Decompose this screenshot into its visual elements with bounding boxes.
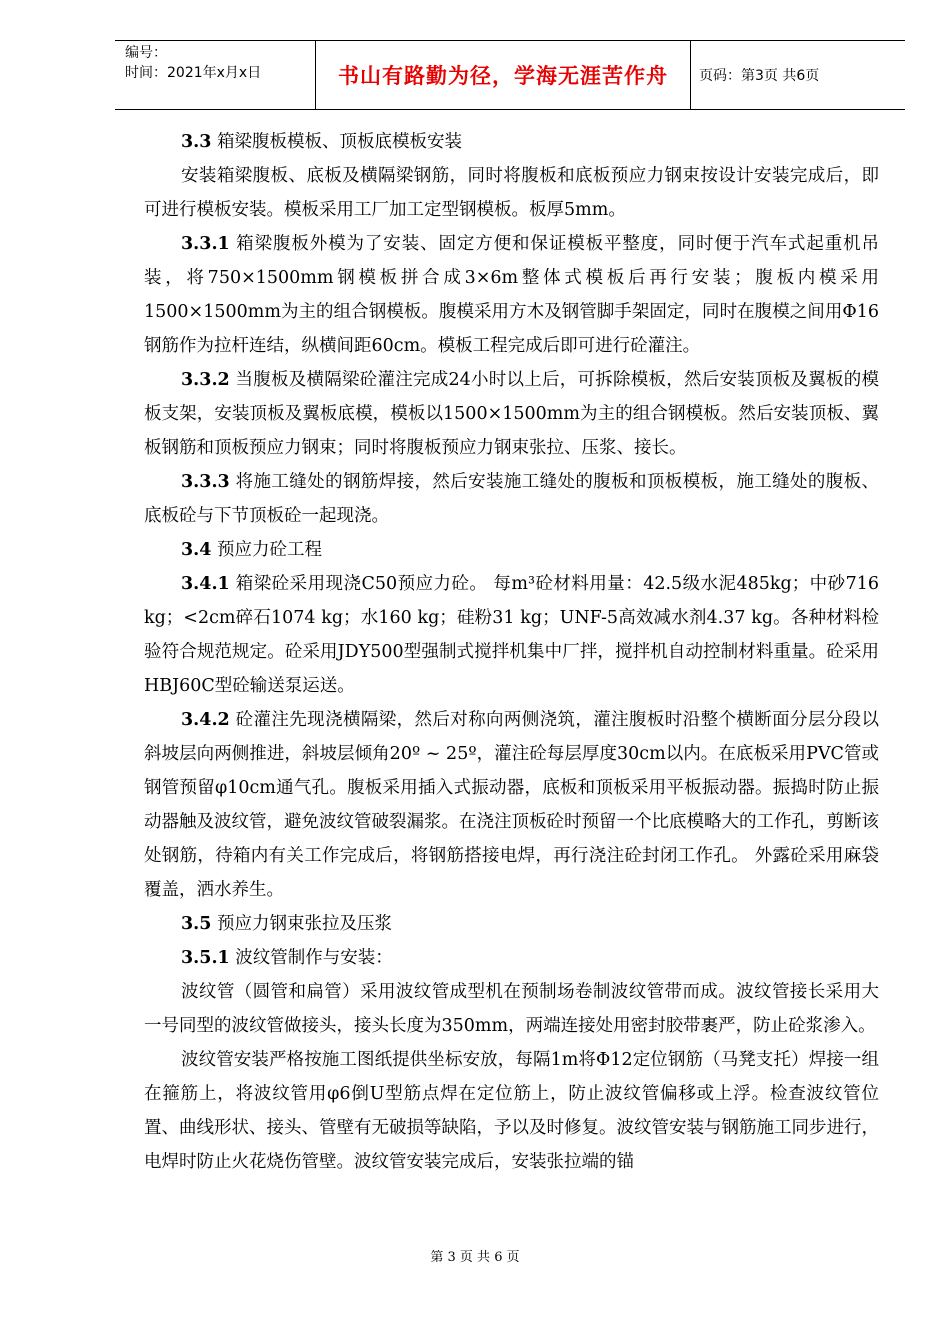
paragraph bbox=[144, 703, 879, 907]
header-motto: 书山有路勤为径，学海无涯苦作舟 bbox=[315, 41, 691, 109]
section-number: 3.3.1 bbox=[181, 234, 230, 254]
paragraph-text: 预应力钢束张拉及压浆 bbox=[211, 914, 393, 934]
paragraph-text: 波纹管安装严格按施工图纸提供坐标安放，每隔1m将Φ12定位钢筋（马凳支托）焊接一组在箍筋上，将波纹管用φ6倒U型筋点焊在定位筋上，防止波纹管偏移或上浮。检查波纹管位置、曲线形状、接头、管壁有无破损等缺陷，予以及时修复。波纹管安装与钢筋施工同步进行，电焊时防止火花烧伤管壁。波纹管安装完成后，安装张拉端的锚 bbox=[144, 1050, 879, 1172]
paragraph bbox=[144, 533, 879, 567]
section-number: 3.4.1 bbox=[181, 574, 230, 594]
paragraph-text: 波纹管制作与安装： bbox=[229, 948, 393, 968]
section-number: 3.5.1 bbox=[181, 948, 230, 968]
section-number: 3.4 bbox=[181, 540, 212, 560]
paragraph bbox=[144, 159, 879, 227]
page-header bbox=[115, 40, 905, 110]
paragraph-text: 箱梁腹板模板、顶板底模板安装 bbox=[211, 132, 463, 152]
paragraph bbox=[144, 941, 879, 975]
header-page-info: 页码：第3页 共6页 bbox=[699, 68, 820, 84]
header-time: 时间：2021年x月x日 bbox=[125, 65, 262, 81]
paragraph-text: 箱梁腹板外模为了安装、固定方便和保证模板平整度，同时便于汽车式起重机吊装，将750×1500mm钢模板拼合成3×6m整体式模板后再行安装；腹板内模采用1500×1500mm为主的组合钢模板。腹模采用方木及钢管脚手架固定，同时在腹模之间用Φ16钢筋作为拉杆连结，纵横间距60cm。模板工程完成后即可进行砼灌注。 bbox=[144, 234, 879, 356]
header-number: 编号： bbox=[125, 45, 167, 61]
paragraph bbox=[144, 227, 879, 363]
paragraph-text: 波纹管（圆管和扁管）采用波纹管成型机在预制场卷制波纹管带而成。波纹管接长采用大一号同型的波纹管做接头，接头长度为350mm，两端连接处用密封胶带裹严，防止砼浆渗入。 bbox=[144, 982, 879, 1036]
section-number: 3.5 bbox=[181, 914, 212, 934]
paragraph bbox=[144, 465, 879, 533]
section-number: 3.4.2 bbox=[181, 710, 230, 730]
paragraph bbox=[144, 125, 879, 159]
page-footer: 第 3 页 共 6 页 bbox=[430, 1250, 520, 1265]
header-meta bbox=[115, 41, 315, 109]
paragraph-text: 将施工缝处的钢筋焊接，然后安装施工缝处的腹板和顶板模板，施工缝处的腹板、底板砼与下节顶板砼一起现浇。 bbox=[144, 472, 879, 526]
paragraph-text: 砼灌注先现浇横隔梁，然后对称向两侧浇筑，灌注腹板时沿整个横断面分层分段以斜坡层向两侧推进，斜坡层倾角20º ~ 25º，灌注砼每层厚度30cm以内。在底板采用PVC管或钢管预留φ10cm通气孔。腹板采用插入式振动器，底板和顶板采用平板振动器。振捣时防止振动器触及波纹管，避免波纹管破裂漏浆。在浇注顶板砼时预留一个比底模略大的工作孔，剪断该处钢筋，待箱内有关工作完成后，将钢筋搭接电焊，再行浇注砼封闭工作孔。 外露砼采用麻袋覆盖，洒水养生。 bbox=[144, 710, 879, 900]
section-number: 3.3 bbox=[181, 132, 212, 152]
paragraph bbox=[144, 363, 879, 465]
paragraph-text: 预应力砼工程 bbox=[211, 540, 323, 560]
paragraph bbox=[144, 907, 879, 941]
document-body bbox=[144, 125, 879, 1179]
paragraph bbox=[144, 975, 879, 1043]
section-number: 3.3.3 bbox=[181, 472, 230, 492]
paragraph bbox=[144, 567, 879, 703]
paragraph bbox=[144, 1043, 879, 1179]
paragraph-text: 当腹板及横隔梁砼灌注完成24小时以上后，可拆除模板，然后安装顶板及翼板的模板支架，安装顶板及翼板底模，模板以1500×1500mm为主的组合钢模板。然后安装顶板、翼板钢筋和顶板预应力钢束；同时将腹板预应力钢束张拉、压浆、接长。 bbox=[144, 370, 879, 458]
section-number: 3.3.2 bbox=[181, 370, 230, 390]
paragraph-text: 安装箱梁腹板、底板及横隔梁钢筋，同时将腹板和底板预应力钢束按设计安装完成后，即可进行模板安装。模板采用工厂加工定型钢模板。板厚5mm。 bbox=[144, 166, 879, 220]
paragraph-text: 箱梁砼采用现浇C50预应力砼。 每m³砼材料用量：42.5级水泥485kg；中砂716 kg；<2cm碎石1074 kg；水160 kg；硅粉31 kg；UNF-5高效减水剂4.37 kg。各种材料检验符合规范规定。砼采用JDY500型强制式搅拌机集中厂拌，搅拌机自动控制材料重量。砼采用HBJ60C型砼输送泵运送。 bbox=[144, 574, 879, 696]
